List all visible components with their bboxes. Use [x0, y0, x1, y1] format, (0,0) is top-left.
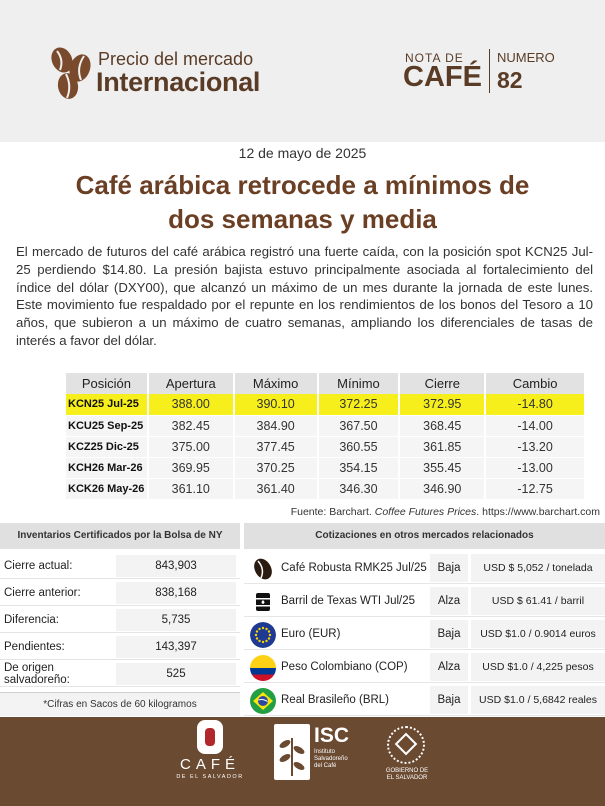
table-cell: KCN25 Jul-25 — [66, 394, 148, 415]
table-cell: 360.55 — [318, 436, 400, 457]
source-suffix: . https://www.barchart.com — [476, 506, 600, 518]
source-citation — [0, 506, 600, 518]
inventory-row — [0, 634, 240, 660]
coffee-plant-icon — [274, 724, 310, 780]
table-cell: 369.95 — [148, 457, 234, 478]
column-header: Máximo — [234, 373, 318, 394]
inventory-row — [0, 661, 240, 687]
inventory-row — [0, 580, 240, 606]
table-row — [66, 436, 585, 457]
government-logo-text — [378, 768, 436, 782]
futures-price-table — [66, 373, 586, 500]
source-italic: Coffee Futures Prices — [374, 506, 477, 518]
quote-row — [244, 585, 605, 617]
inventory-label: Diferencia: — [4, 614, 59, 626]
quote-row — [244, 684, 605, 716]
inventory-label: Pendientes: — [4, 641, 65, 653]
gob-line: EL SALVADOR — [386, 775, 428, 781]
inventory-label: De origen salvadoreño: — [4, 662, 70, 686]
inventory-value: 5,735 — [116, 609, 236, 631]
table-cell: KCZ25 Dic-25 — [66, 436, 148, 457]
column-header: Cambio — [485, 373, 585, 394]
inventory-row — [0, 607, 240, 633]
table-cell: KCH26 Mar-26 — [66, 457, 148, 478]
quote-name: Euro (EUR) — [281, 627, 341, 640]
article-headline — [10, 168, 595, 236]
inventory-row — [0, 553, 240, 579]
isc-sub-line: Instituto — [314, 749, 336, 755]
table-cell: 346.90 — [399, 478, 485, 499]
inventory-value: 838,168 — [116, 582, 236, 604]
quote-value: USD $1.0 / 0.9014 euros — [471, 620, 605, 648]
cafe-logo-subtitle: DE EL SALVADOR — [176, 774, 244, 780]
header-band — [0, 0, 605, 142]
table-row — [66, 478, 585, 499]
column-header: Mínimo — [318, 373, 400, 394]
numero-value: 82 — [497, 67, 523, 93]
eu-flag-icon — [250, 622, 276, 648]
source-prefix: Fuente: Barchart. — [290, 506, 375, 518]
table-cell: 370.25 — [234, 457, 318, 478]
table-cell: 388.00 — [148, 394, 234, 415]
table-cell: 346.30 — [318, 478, 400, 499]
table-cell: 367.50 — [318, 415, 400, 436]
header-title-bottom: Internacional — [96, 67, 261, 97]
isc-logo-title: ISC — [314, 724, 350, 747]
table-cell: 361.10 — [148, 478, 234, 499]
quote-trend: Baja — [430, 554, 468, 582]
quote-row — [244, 618, 605, 650]
headline-line-1: Café arábica retrocede a mínimos de — [75, 170, 530, 200]
quote-value: USD $ 5,052 / tonelada — [471, 554, 605, 582]
quote-row — [244, 651, 605, 683]
cafe-logo-bean-icon — [205, 728, 215, 746]
quote-value: USD $1.0 / 5,6842 reales — [471, 686, 605, 714]
numero-label: NUMERO — [497, 50, 555, 65]
quote-trend: Baja — [430, 686, 468, 714]
quote-value: USD $ 61.41 / barril — [471, 587, 605, 615]
inventory-label: Cierre actual: — [4, 560, 73, 572]
column-header: Cierre — [399, 373, 485, 394]
coffee-bean-icon — [250, 556, 276, 582]
table-cell: 375.00 — [148, 436, 234, 457]
quote-row — [244, 552, 605, 584]
table-cell: KCU25 Sep-25 — [66, 415, 148, 436]
table-cell: 372.95 — [399, 394, 485, 415]
table-header-row — [66, 373, 585, 394]
quotes-header: Cotizaciones en otros mercados relacionados — [244, 523, 605, 549]
article-date: 12 de mayo de 2025 — [238, 145, 367, 161]
brazil-flag-icon — [250, 688, 276, 714]
colombia-flag-icon — [250, 655, 276, 681]
table-cell: -14.00 — [485, 415, 585, 436]
isc-logo-subtitle — [314, 749, 374, 770]
inventory-value: 843,903 — [116, 555, 236, 577]
table-cell: 377.45 — [234, 436, 318, 457]
table-cell: 361.85 — [399, 436, 485, 457]
column-header: Posición — [66, 373, 148, 394]
inventory-value: 143,397 — [116, 636, 236, 658]
inventories-header: Inventarios Certificados por la Bolsa de NY — [0, 523, 240, 549]
table-cell: -13.20 — [485, 436, 585, 457]
isc-logo-icon — [274, 724, 310, 780]
quote-name: Café Robusta RMK25 Jul/25 — [281, 561, 427, 574]
header-title-top: Precio del mercado — [98, 49, 254, 69]
table-cell: KCK26 May-26 — [66, 478, 148, 499]
table-row-highlighted — [66, 394, 585, 415]
quote-value: USD $1.0 / 4,225 pesos — [471, 653, 605, 681]
gob-line: GOBIERNO DE — [385, 768, 429, 774]
coffee-beans-icon — [48, 46, 94, 102]
table-row — [66, 415, 585, 436]
isc-sub-line: Salvadoreño — [314, 756, 348, 762]
inventories-note: *Cifras en Sacos de 60 kilogramos — [0, 692, 240, 716]
nota-cafe-label: CAFÉ — [403, 61, 482, 93]
table-cell: 361.40 — [234, 478, 318, 499]
quote-name: Barril de Texas WTI Jul/25 — [281, 594, 416, 607]
table-cell: -12.75 — [485, 478, 585, 499]
quote-trend: Baja — [430, 620, 468, 648]
table-cell: -14.80 — [485, 394, 585, 415]
table-cell: 384.90 — [234, 415, 318, 436]
oil-barrel-icon — [250, 589, 276, 615]
inventory-value: 525 — [116, 663, 236, 685]
article-body: El mercado de futuros del café arábica registró una fuerte caída, con la posición spot KCN25 Jul-25 perdiendo $14.80. La presión bajista estuvo principalmente asociada al fortalecimiento del índice del dólar (DXY00), que alcanzó un máximo de un mes durante la jornada de este lunes. Este movimiento fue respaldado por el repunte en los rendimientos de los bonos del Tesoro a 10 años, que subieron a un máximo de cuatro semanas, ampliando los diferenciales de tasas de interés a favor del dólar. — [16, 244, 593, 348]
table-cell: 372.25 — [318, 394, 400, 415]
table-cell: 390.10 — [234, 394, 318, 415]
quote-name: Real Brasileño (BRL) — [281, 693, 390, 706]
column-header: Apertura — [148, 373, 234, 394]
cafe-logo-title: CAFÉ — [179, 756, 240, 773]
table-cell: 355.45 — [399, 457, 485, 478]
table-cell: 368.45 — [399, 415, 485, 436]
quote-trend: Alza — [430, 653, 468, 681]
table-cell: 354.15 — [318, 457, 400, 478]
header-divider — [489, 49, 490, 93]
quote-trend: Alza — [430, 587, 468, 615]
table-row — [66, 457, 585, 478]
inventory-label: Cierre anterior: — [4, 587, 81, 599]
nota-label: NOTA DE — [405, 51, 464, 65]
isc-sub-line: del Café — [314, 763, 337, 769]
table-cell: -13.00 — [485, 457, 585, 478]
headline-line-2: dos semanas y media — [168, 204, 437, 234]
quote-name: Peso Colombiano (COP) — [281, 660, 408, 673]
table-cell: 382.45 — [148, 415, 234, 436]
